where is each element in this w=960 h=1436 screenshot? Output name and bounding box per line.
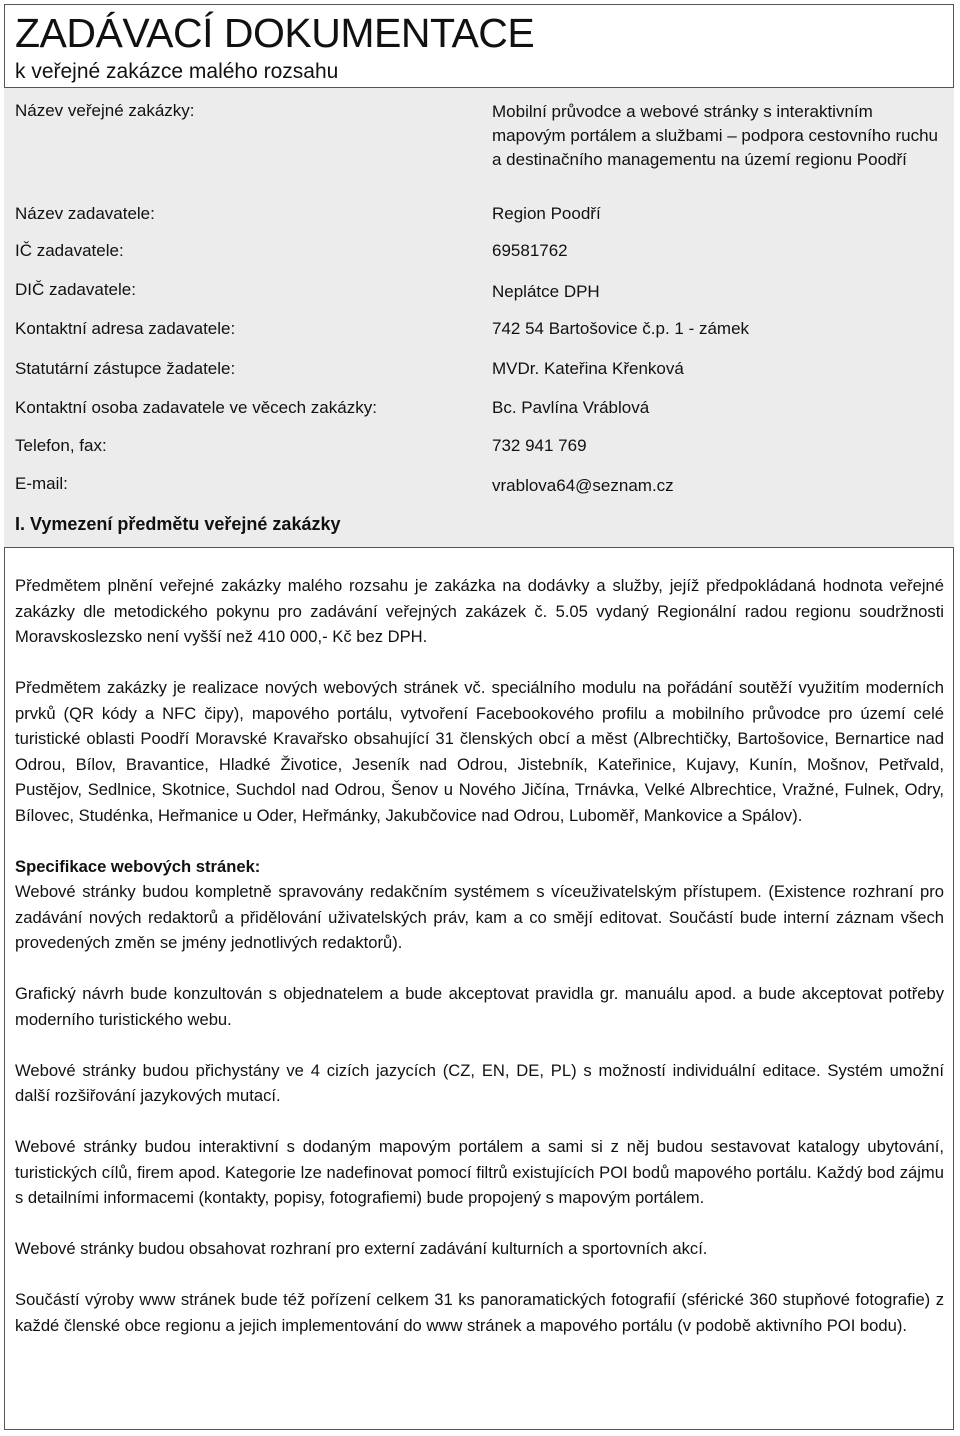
section-title: I. Vymezení předmětu veřejné zakázky bbox=[15, 514, 341, 534]
info-value: vrablova64@seznam.cz bbox=[492, 476, 674, 495]
body-paragraph: Součástí výroby www stránek bude též pořízení celkem 31 ks panoramatických fotografií (sférické 360 stupňové fotografie) z každé členské obce regionu a jejich implementování do www stránek a mapového portálu (v podobě aktivního POI bodu). bbox=[15, 1290, 944, 1335]
info-label: Název zadavatele: bbox=[15, 204, 155, 223]
info-label: Telefon, fax: bbox=[15, 436, 107, 455]
info-value: Neplátce DPH bbox=[492, 282, 600, 301]
info-value: 732 941 769 bbox=[492, 436, 587, 455]
body-paragraph: Webové stránky budou kompletně spravovány redakčním systémem s víceuživatelským přístupem. (Existence rozhraní pro zadávání nových redaktorů a přidělování uživatelských práv, kam a co smějí editovat. Součástí bude interní záznam všech provedených změn se jmény jednotlivých redaktorů). bbox=[15, 882, 944, 952]
info-label: Název veřejné zakázky: bbox=[15, 101, 195, 120]
body-paragraph: Grafický návrh bude konzultován s objednatelem a bude akceptovat pravidla gr. manuálu apod. a bude akceptovat potřeby moderního turistického webu. bbox=[15, 984, 944, 1029]
info-value: Mobilní průvodce a webové stránky s interaktivním mapovým portálem a službami – podpora cestovního ruchu a destinačního managementu na území regionu Poodří bbox=[492, 102, 939, 169]
specification-heading: Specifikace webových stránek: bbox=[15, 856, 261, 876]
document-title: ZADÁVACÍ DOKUMENTACE bbox=[15, 10, 535, 56]
body-paragraph: Webové stránky budou přichystány ve 4 cizích jazycích (CZ, EN, DE, PL) s možností individuální editace. Systém umožní další rozšiřování jazykových mutací. bbox=[15, 1060, 944, 1105]
info-value: 742 54 Bartošovice č.p. 1 - zámek bbox=[492, 319, 750, 338]
body-paragraph: Předmětem zakázky je realizace nových webových stránek vč. speciálního modulu na pořádání soutěží využitím moderních prvků (QR kódy a NFC čipy), mapového portálu, vytvoření Facebookového profilu a mobilního průvodce pro území celé turistické oblasti Poodří Moravské Kravařsko obsahující 31 členských obcí a měst (Albrechtičky, Bartošovice, Bernartice nad Odrou, Bílov, Bravantice, Hladké Životice, Jeseník nad Odrou, Jistebník, Kateřinice, Kujavy, Kunín, Mošnov, Petřvald, Pustějov, Sedlnice, Skotnice, Suchdol nad Odrou, Šenov u Nového Jičína, Trnávka, Velké Albrechtice, Vražné, Fulnek, Odry, Bílovec, Studénka, Heřmanice u Oder, Heřmánky, Jakubčovice nad Odrou, Luboměř, Mankovice a Spálov). bbox=[15, 678, 944, 825]
info-label: Kontaktní osoba zadavatele ve věcech zakázky: bbox=[15, 398, 377, 417]
info-label: Kontaktní adresa zadavatele: bbox=[15, 319, 236, 338]
document-header bbox=[4, 4, 954, 88]
info-label: DIČ zadavatele: bbox=[15, 280, 136, 299]
body-paragraph: Předmětem plnění veřejné zakázky malého rozsahu je zakázka na dodávky a služby, jejíž předpokládaná hodnota veřejné zakázky dle metodického pokynu pro zadávání veřejných zakázek č. 5.05 vydaný Regionální radou regionu soudržnosti Moravskoslezsko není vyšší než 410 000,- Kč bez DPH. bbox=[15, 576, 944, 646]
document-subtitle: k veřejné zakázce malého rozsahu bbox=[15, 60, 339, 83]
document-body bbox=[15, 573, 944, 1338]
specification-block bbox=[15, 854, 944, 956]
info-value: Region Poodří bbox=[492, 204, 601, 223]
info-value: 69581762 bbox=[492, 241, 568, 260]
info-value: MVDr. Kateřina Křenková bbox=[492, 359, 684, 378]
info-label: Statutární zástupce žadatele: bbox=[15, 359, 236, 378]
body-paragraph: Webové stránky budou interaktivní s dodaným mapovým portálem a sami si z něj budou sestavovat katalogy ubytování, turistických cílů, firem apod. Kategorie lze nadefinovat pomocí filtrů existujících POI bodů mapového portálu. Každý bod zájmu s detailními informacemi (kontakty, popisy, fotografiemi) bude propojený s mapovým portálem. bbox=[15, 1137, 944, 1207]
info-label: E-mail: bbox=[15, 474, 68, 493]
info-label: IČ zadavatele: bbox=[15, 241, 124, 260]
body-paragraph: Webové stránky budou obsahovat rozhraní pro externí zadávání kulturních a sportovních akcí. bbox=[15, 1239, 708, 1258]
info-value: Bc. Pavlína Vráblová bbox=[492, 398, 650, 417]
contract-info-table bbox=[4, 88, 954, 548]
